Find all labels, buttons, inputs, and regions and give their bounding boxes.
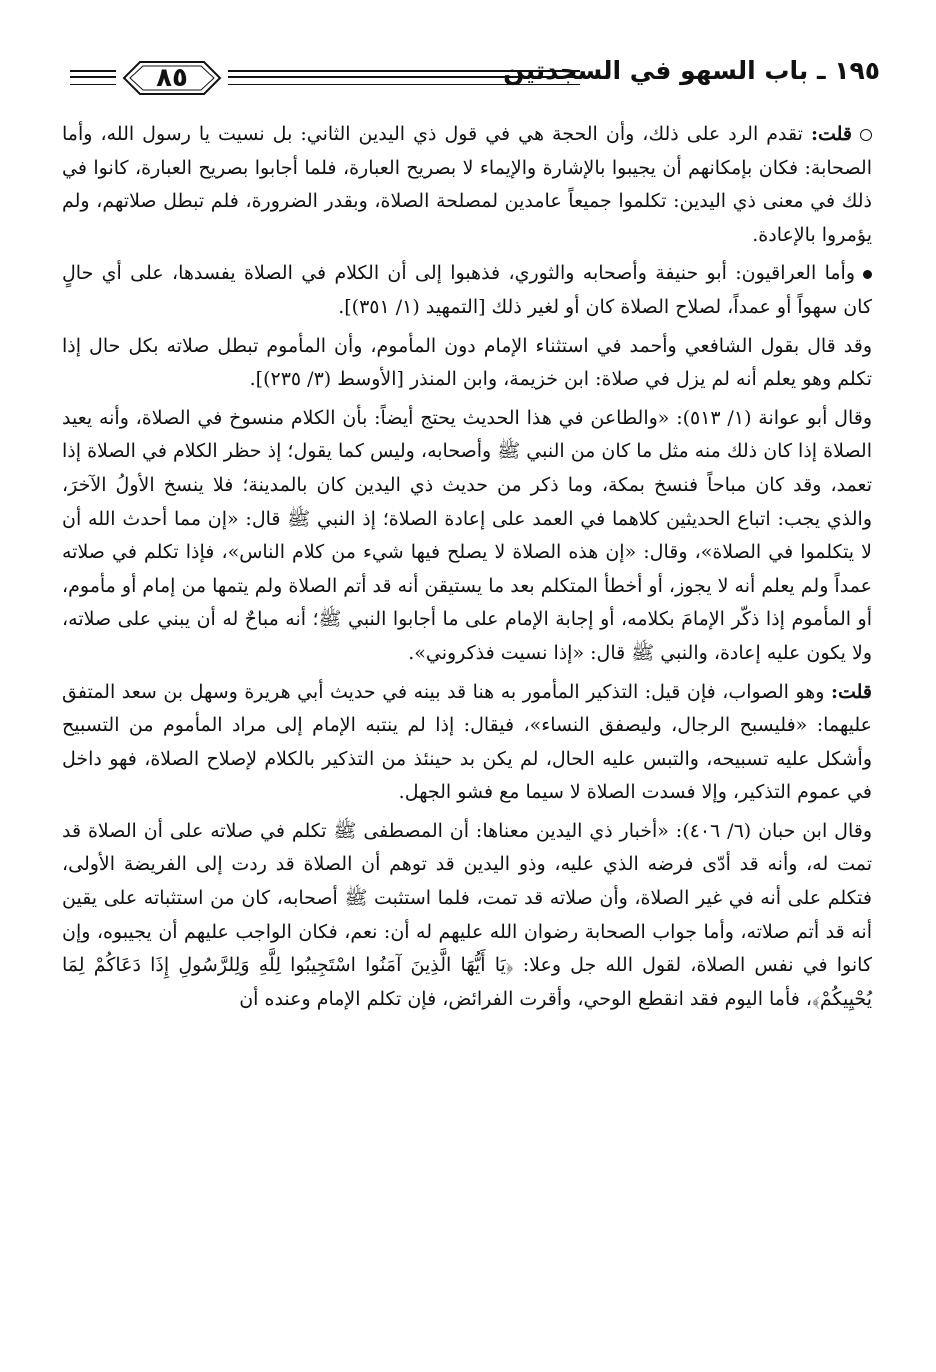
paragraph-text: تقدم الرد على ذلك، وأن الحجة هي في قول ذي اليدين الثاني: بل نسيت يا رسول الله، وأما الصحابة: فكان بإمكانهم أن يجيبوا بالإشارة والإيماء لا بصريح العبارة، فلما أجابوا بصريح العبارة، كانوا في ذلك في معنى ذي اليدين: تكلموا جميعاً عامدين لمصلحة الصلاة، وبقدر الضرورة، فلم تبطل صلاتهم، ولم يؤمروا بالإعادة. <box>62 123 872 246</box>
paragraph-text: وقال ابن حبان (٦/ ٤٠٦): «أخبار ذي اليدين معناها: أن المصطفى ﷺ تكلم في صلاته على أن الصلاة قد تمت له، وأنه قد أدّى فرضه الذي عليه، وذو اليدين قد توهم أن الصلاة قد ردت إلى الفريضة الأولى، فتكلم على أنه في غير الصلاة، وأن صلاته قد تمت، فلما استثبت ﷺ أصحابه، كان من استثباته على يقين أنه قد أتم صلاته، وأما جواب الصحابة رضوان الله عليهم له أن: نعم، فكان الواجب عليهم أن يجيبوه، وإن كانوا في نفس الصلاة، لقول الله جل وعلا: ﴿يَا أَيُّهَا الَّذِينَ آمَنُوا اسْتَجِيبُوا لِلَّهِ وَلِلرَّسُولِ إِذَا دَعَاكُمْ لِمَا يُحْيِيكُمْ﴾، فأما اليوم فقد انقطع الوحي، وأقرت الفرائض، فإن تكلم الإمام وعنده أن <box>62 819 872 1010</box>
paragraph-text: وهو الصواب، فإن قيل: التذكير المأمور به هنا قد بينه في حديث أبي هريرة وسهل بن سعد المتفق عليهما: «فليسبح الرجال، وليصفق النساء»، فيقال: إذا لم ينتبه الإمام إلى مراد المأموم من التسبيح وأشكل عليه تسبيحه، والتبس عليه الحال، لم يكن بد حينئذ من التذكير بالكلام لإصلاح الصلاة، فهو داخل في عموم التذكير، وإلا فسدت الصلاة لا سيما مع فشو الجهل. <box>62 680 872 804</box>
paragraph <box>62 330 872 397</box>
header-rule-left-thin <box>70 84 116 85</box>
paragraph-text: وقال أبو عوانة (١/ ٥١٣): «والطاعن في هذا الحديث يحتج أيضاً: بأن الكلام منسوخ في الصلاة، وأنه يعيد الصلاة إذا كان ذلك منه مثل ما كان من النبي ﷺ وأصحابه، وليس كما يقول؛ إذ حظر الكلام في الصلاة إذا تعمد، وقد كان مباحاً فنسخ بمكة، وما ذكر من حديث ذي اليدين كان بالمدينة؛ فلا ينسخ الأولُ الآخرَ، والذي يجب: اتباع الحديثين كلاهما في العمد على إعادة الصلاة؛ إذ النبي ﷺ قال: «إن مما أحدث الله أن لا يتكلموا في الصلاة»، وقال: «إن هذه الصلاة لا يصلح فيها شيء من كلام الناس»، فإذا تكلم في صلاته عمداً ولم يعلم أنه لا يجوز، أو أخطأ المتكلم بعد ما يستيقن أنه قد أتم الصلاة ولم يتمها من إمام أو مأموم، أو المأموم إذا ذكّر الإمامَ بكلامه، أو إجابة الإمام على ما أجابوا النبي ﷺ؛ أنه مباحٌ له أن يبني على صلاته، ولا يكون عليه إعادة، والنبي ﷺ قال: «إذا نسيت فذكروني». <box>62 406 872 664</box>
chapter-title: ١٩٥ ـ باب السهو في السجدتين <box>503 56 880 85</box>
paragraph <box>62 257 872 324</box>
paragraph-text: وقد قال بقول الشافعي وأحمد في استثناء الإمام دون المأموم، وأن المأموم تبطل صلاته بكل حال إذا تكلم وهو يعلم أنه لم يزل في صلاة: ابن خزيمة، وابن المنذر [الأوسط (٣/ ٢٣٥)]. <box>62 334 872 391</box>
circle-bullet-icon <box>860 129 872 141</box>
page-body <box>62 118 872 1021</box>
paragraph <box>62 402 872 671</box>
paragraph-label: قلت: <box>830 680 872 703</box>
page-number: ٨٥ <box>156 63 188 93</box>
header-rule-left <box>70 70 116 78</box>
paragraph-label: قلت: <box>810 123 852 145</box>
paragraph <box>62 815 872 1017</box>
paragraph <box>62 676 872 810</box>
dot-bullet-icon <box>863 270 872 279</box>
header-rule <box>228 70 580 78</box>
paragraph <box>62 118 872 252</box>
page-number-badge <box>122 58 222 98</box>
paragraph-text: وأما العراقيون: أبو حنيفة وأصحابه والثوري، فذهبوا إلى أن الكلام في الصلاة يفسدها، على أي حالٍ كان سهواً أو عمداً، لصلاح الصلاة كان أو لغير ذلك [التمهيد (١/ ٣٥١)]. <box>62 262 872 318</box>
page-header <box>70 40 880 110</box>
header-rule-thin <box>228 84 580 85</box>
